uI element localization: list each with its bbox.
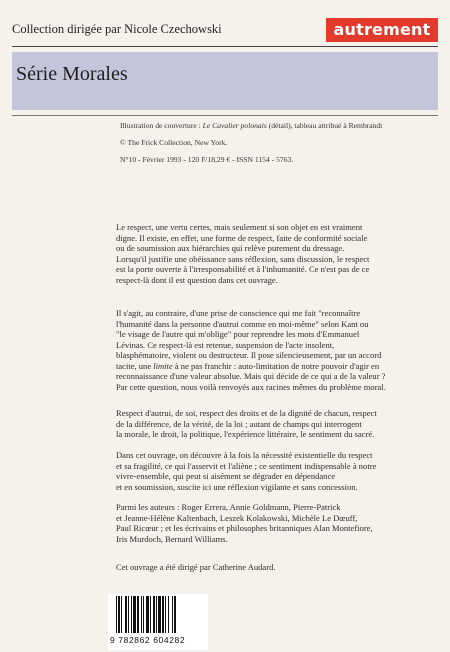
paragraph-5: Parmi les auteurs : Roger Errera, Annie Goldmann, Pierre-Patrick et Jeanne-Hélène Kaltenbach, Leszek Kolakowski, Michèle Le Dœuff, Paul Ricœur ; et les écrivains et philosophes britanniques Alan Montefiore, Iris Murdoch, Bernard Williams. xyxy=(116,502,373,544)
publisher-logo: autrement xyxy=(326,18,438,42)
barcode-digits: 9 782862 604282 xyxy=(110,635,186,645)
paragraph-3: Respect d'autrui, de soi, respect des droits et de la dignité de chacun, respect de la différence, de la vérité, de la loi ; autant de champs qui interrogent la morale, le droit, la politique, l'expérience littéraire, le sentiment du sacré. xyxy=(116,408,377,439)
band-divider xyxy=(12,115,438,116)
emphasis-limite: limite xyxy=(153,360,173,371)
issue-line: N°10 - Février 1993 - 120 F/18,29 € - ISSN 1154 - 5763. xyxy=(120,155,294,164)
paragraph-1: Le respect, une vertu certes, mais seulement si son objet en est vraiment digne. Il existe, en effet, une forme de respect, faite de conformité sociale ou de soumission aux hiérarchies qui relève purement du dressage. Lorsqu'il justifie une obéissance sans réflexion, sans discussion, le respect est la porte ouverte à l'irresponsabilité et à l'inhumanité. Ce n'est pas de ce respect-là dont il est question dans cet ouvrage. xyxy=(116,222,370,285)
top-divider xyxy=(12,46,438,47)
series-title: Série Morales xyxy=(16,63,128,85)
painting-title: Le Cavalier polonais xyxy=(202,121,267,130)
barcode xyxy=(108,594,216,650)
barcode-icon xyxy=(114,596,206,636)
paragraph-4: Dans cet ouvrage, on découvre à la fois la nécessité existentielle du respect et sa fragilité, ce qui l'asservit et l'aliène ; ce sentiment indispensable à notre vivre-ensemble, qui peut si aisément se dégrader en dépendance et en soumission, suscite ici une réflexion vigilante et sans concession. xyxy=(116,450,377,492)
illustration-credit: Illustration de couverture : Le Cavalier polonais (détail), tableau attribué à Rembrandt xyxy=(120,121,383,130)
copyright-line: © The Frick Collection, New York. xyxy=(120,138,228,147)
collection-label: Collection dirigée par Nicole Czechowski xyxy=(12,22,222,36)
paragraph-6: Cet ouvrage a été dirigé par Catherine Audard. xyxy=(116,562,276,572)
paragraph-2: Il s'agit, au contraire, d'une prise de conscience qui me fait "reconnaître l'humanité dans la personne d'autrui comme en moi-même" selon Kant ou "le visage de l'autre qui m'oblige" pour reprendre les mots d'Emmanuel Lévinas. Ce respect-là est retenue, suspension de l'acte insolent, blasphématoire, violent ou destructeur. Il pose silencieusement, par un accord tacite, une limite à ne pas franchir : auto-limitation de notre pouvoir d'agir en reconnaissance d'une valeur absolue. Mais qui décide de ce qui a de la valeur ? Par cette question, nous voilà renvoyés aux racines mêmes du problème moral. xyxy=(116,308,386,392)
